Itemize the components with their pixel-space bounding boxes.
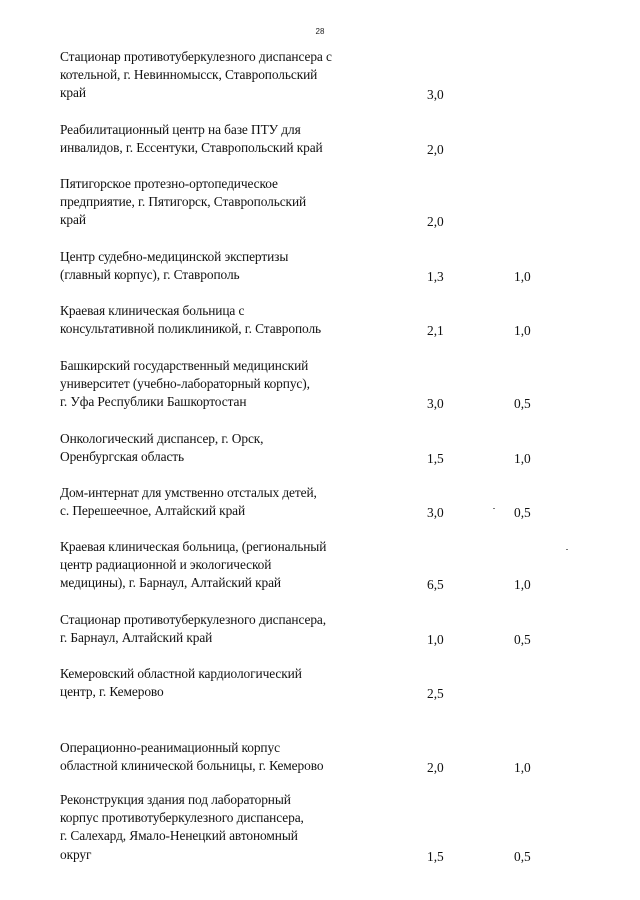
description-line: областной клинической больницы, г. Кемерово (60, 758, 324, 774)
description-line: Реабилитационный центр на базе ПТУ для (60, 122, 301, 137)
description-line: (главный корпус), г. Ставрополь (60, 267, 240, 283)
description-line: Стационар противотуберкулезного диспансера, (60, 612, 327, 627)
description-line: Центр судебно-медицинской экспертизы (60, 249, 289, 264)
description-line: котельной, г. Невинномысск, Ставропольский (60, 67, 318, 83)
value-column-1: 1,0 (427, 632, 444, 648)
value-column-2: 0,5 (514, 848, 531, 864)
description-line: медицины), г. Барнаул, Алтайский край (60, 575, 282, 591)
value-column-2: 1,0 (514, 577, 531, 593)
value-column-1: 2,1 (427, 323, 444, 339)
facility-description (60, 665, 380, 701)
description-line: корпус противотуберкулезного диспансера, (60, 810, 304, 826)
description-line: край (60, 85, 86, 101)
value-column-2: 1,0 (514, 451, 531, 467)
value-column-1: 2,0 (427, 142, 444, 158)
facility-description (60, 791, 380, 864)
description-line: Реконструкция здания под лабораторный (60, 792, 291, 807)
value-column-2: 1,0 (514, 269, 531, 285)
value-column-2: 1,0 (514, 760, 531, 776)
description-line: край (60, 212, 86, 228)
value-column-1: 6,5 (427, 577, 444, 593)
description-line: Операционно-реанимационный корпус (60, 740, 280, 755)
description-line: г. Салехард, Ямало-Ненецкий автономный (60, 828, 298, 844)
facility-description (60, 248, 380, 284)
description-line: центр радиационной и экологической (60, 557, 272, 573)
description-line: с. Перешеечное, Алтайский край (60, 503, 246, 519)
description-line: Оренбургская область (60, 449, 185, 465)
description-line: Стационар противотуберкулезного диспансера с (60, 49, 332, 64)
value-column-1: 3,0 (427, 396, 444, 412)
facility-description (60, 430, 380, 466)
value-column-1: 2,5 (427, 686, 444, 702)
value-column-1: 1,5 (427, 848, 444, 864)
description-line: консультативной поликлиникой, г. Ставрополь (60, 321, 322, 337)
description-line: Краевая клиническая больница с (60, 303, 245, 318)
description-line: центр, г. Кемерово (60, 684, 164, 700)
facility-description (60, 175, 380, 230)
description-line: Краевая клиническая больница, (региональный (60, 539, 327, 554)
description-line: Пятигорское протезно-ортопедическое (60, 176, 278, 191)
value-column-2: 1,0 (514, 323, 531, 339)
description-line: г. Барнаул, Алтайский край (60, 630, 213, 646)
facility-description (60, 121, 380, 157)
value-column-1: 3,0 (427, 87, 444, 103)
facility-description (60, 48, 380, 103)
description-line: Башкирский государственный медицинский (60, 358, 309, 373)
description-line: Дом-интернат для умственно отсталых детей, (60, 485, 317, 500)
description-line: предприятие, г. Пятигорск, Ставропольский (60, 194, 307, 210)
scan-speck (566, 549, 568, 550)
value-column-1: 1,3 (427, 269, 444, 285)
facility-description (60, 484, 380, 520)
description-line: округ (60, 846, 92, 862)
value-column-2: 0,5 (514, 505, 531, 521)
value-column-2: 0,5 (514, 396, 531, 412)
value-column-1: 2,0 (427, 760, 444, 776)
facility-description (60, 302, 380, 338)
description-line: Кемеровский областной кардиологический (60, 666, 302, 681)
page-number: 28 (315, 27, 325, 36)
value-column-1: 3,0 (427, 505, 444, 521)
description-line: г. Уфа Республики Башкортостан (60, 394, 247, 410)
value-column-2: 0,5 (514, 632, 531, 648)
facility-description (60, 739, 380, 775)
value-column-1: 2,0 (427, 214, 444, 230)
description-line: инвалидов, г. Ессентуки, Ставропольский край (60, 140, 323, 156)
description-line: университет (учебно-лабораторный корпус), (60, 376, 310, 392)
description-line: Онкологический диспансер, г. Орск, (60, 431, 264, 446)
scan-speck (493, 508, 495, 509)
facility-description (60, 538, 380, 593)
value-column-1: 1,5 (427, 451, 444, 467)
facility-description (60, 611, 380, 647)
facility-description (60, 357, 380, 412)
